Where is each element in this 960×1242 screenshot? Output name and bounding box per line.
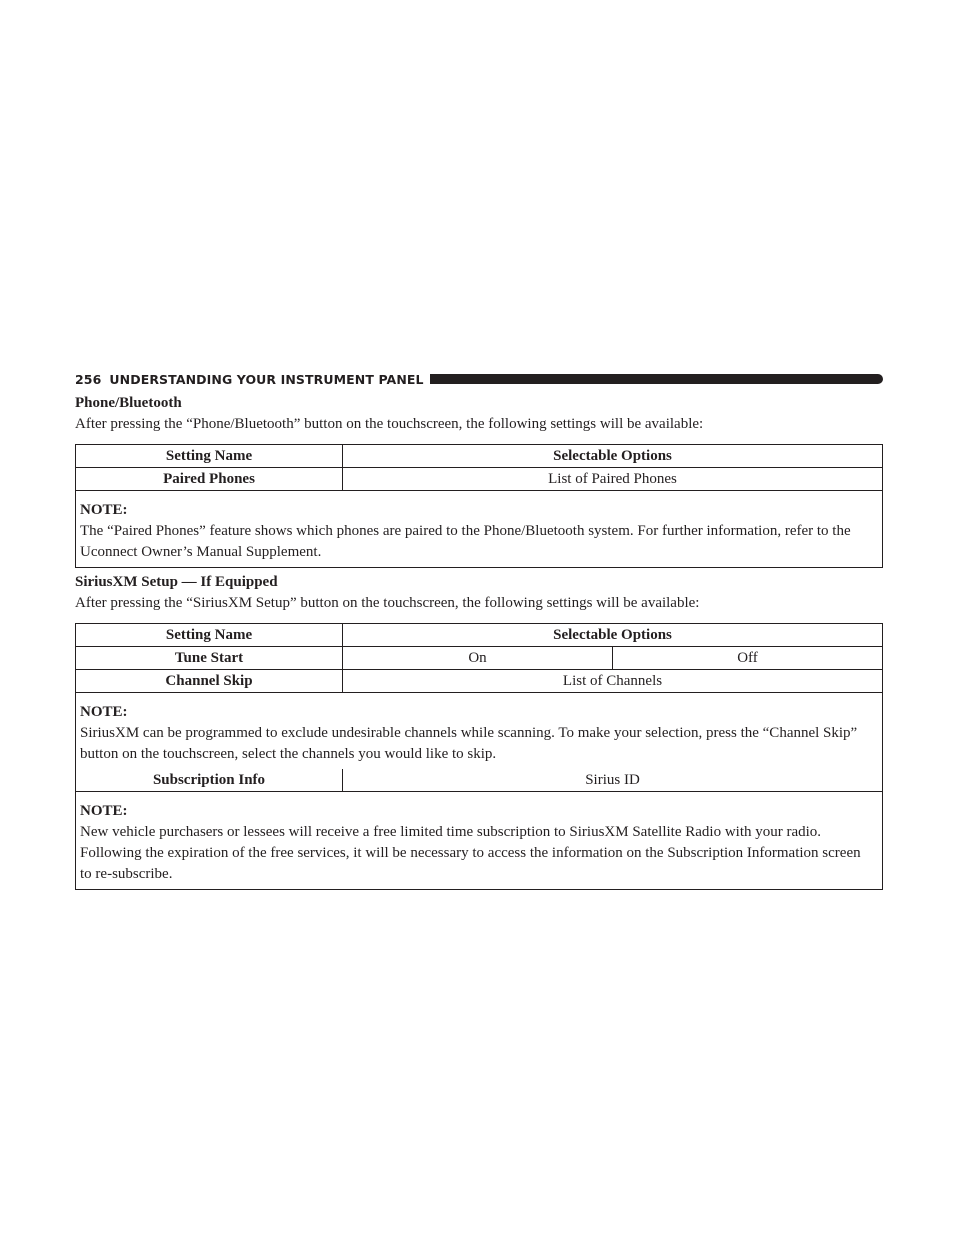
phone-bluetooth-table — [75, 444, 883, 568]
siriusxm-heading: SiriusXM Setup — If Equipped — [75, 574, 278, 590]
note-label: NOTE: — [80, 704, 128, 720]
setting-channel-skip: Channel Skip — [76, 670, 343, 693]
column-header-options: Selectable Options — [343, 624, 883, 647]
section-title: UNDERSTANDING YOUR INSTRUMENT PANEL — [109, 371, 424, 387]
siriusxm-table — [75, 623, 883, 890]
table-header-row — [76, 445, 883, 468]
note-label: NOTE: — [80, 502, 128, 518]
option-on: On — [343, 647, 613, 670]
note-cell — [76, 792, 883, 890]
note-text: SiriusXM can be programmed to exclude undesirable channels while scanning. To make your selection, press the “Channel Skip” button on the touchscreen, select the channels you would like to skip. — [80, 725, 858, 762]
table-row — [76, 670, 883, 693]
setting-tune-start: Tune Start — [76, 647, 343, 670]
option-paired-phones: List of Paired Phones — [343, 468, 883, 491]
note-row — [76, 792, 883, 890]
option-off: Off — [613, 647, 883, 670]
option-sirius-id: Sirius ID — [343, 769, 883, 792]
header-rule — [430, 374, 883, 384]
siriusxm-intro: After pressing the “SiriusXM Setup” button on the touchscreen, the following settings will be available: — [75, 595, 700, 611]
table-row — [76, 468, 883, 491]
note-row — [76, 693, 883, 770]
table-row — [76, 647, 883, 670]
phone-bluetooth-heading: Phone/Bluetooth — [75, 395, 182, 411]
column-header-options: Selectable Options — [343, 445, 883, 468]
note-cell — [76, 491, 883, 568]
note-cell — [76, 693, 883, 770]
setting-subscription-info: Subscription Info — [76, 769, 343, 792]
setting-paired-phones: Paired Phones — [76, 468, 343, 491]
note-row — [76, 491, 883, 568]
phone-bluetooth-intro: After pressing the “Phone/Bluetooth” button on the touchscreen, the following settings will be available: — [75, 416, 704, 432]
page-header — [75, 371, 883, 387]
option-list-of-channels: List of Channels — [343, 670, 883, 693]
column-header-setting: Setting Name — [76, 624, 343, 647]
page-content — [75, 393, 882, 890]
page-number: 256 — [75, 371, 102, 387]
table-row — [76, 769, 883, 792]
note-text: New vehicle purchasers or lessees will receive a free limited time subscription to SiriusXM Satellite Radio with your radio. Following the expiration of the free services, it will be necessary to access the information on the Subscription Information screen to re-subscribe. — [80, 824, 861, 882]
note-label: NOTE: — [80, 803, 128, 819]
column-header-setting: Setting Name — [76, 445, 343, 468]
note-text: The “Paired Phones” feature shows which phones are paired to the Phone/Bluetooth system. For further information, refer to the Uconnect Owner’s Manual Supplement. — [80, 523, 851, 560]
table-header-row — [76, 624, 883, 647]
